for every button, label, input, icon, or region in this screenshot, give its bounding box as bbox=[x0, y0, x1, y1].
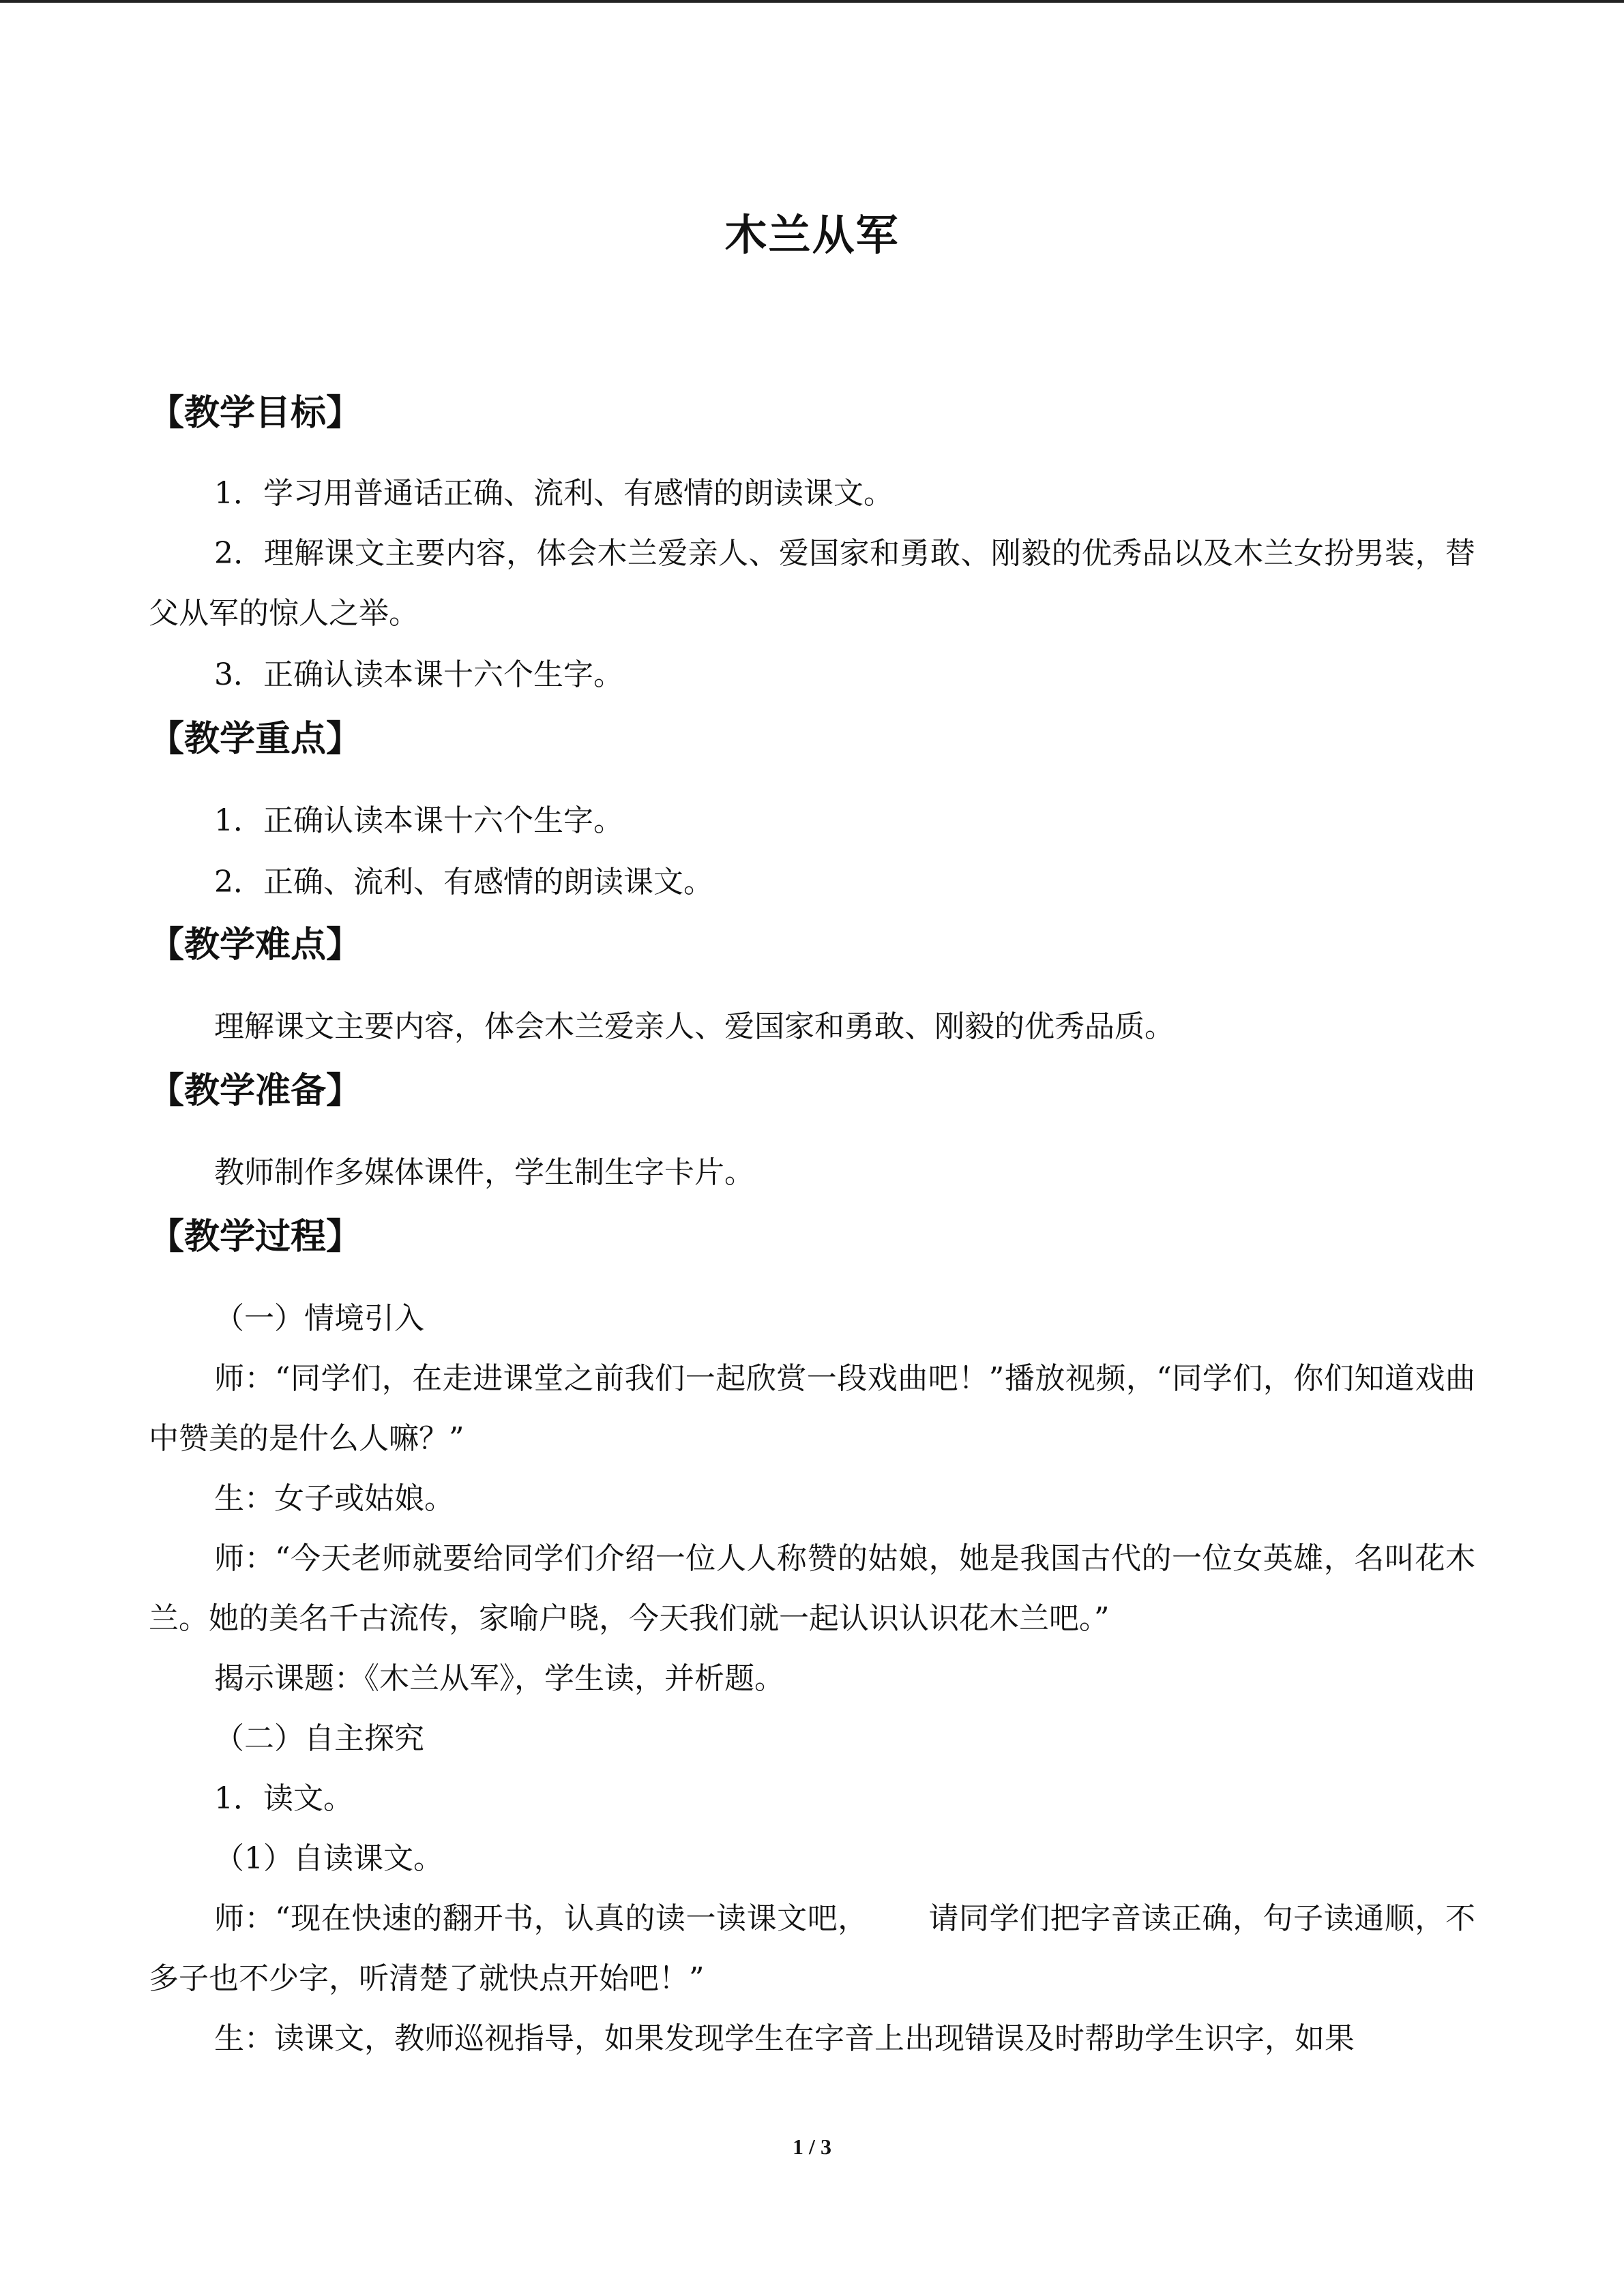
page-number: 1 / 3 bbox=[793, 2134, 831, 2159]
process-line: （1）自读课文。 bbox=[214, 1841, 443, 1876]
process-line: 师：“现在快速的翻开书，认真的读一读课文吧， bbox=[214, 1901, 868, 1936]
heading-difficulties: 【教学难点】 bbox=[149, 925, 362, 966]
process-line: 生：读课文，教师巡视指导，如果发现学生在字音上出现错误及时帮助学生识字，如果 bbox=[214, 2021, 1355, 2056]
process-line: 揭示课题：《木兰从军》，学生读，并析题。 bbox=[214, 1661, 784, 1696]
difficulties-text: 理解课文主要内容，体会木兰爱亲人、爱国家和勇敢、刚毅的优秀品质。 bbox=[214, 1009, 1175, 1044]
objective-item: 3．正确认读本课十六个生字。 bbox=[214, 657, 623, 692]
process-line: 生：女子或姑娘。 bbox=[214, 1481, 454, 1516]
preparation-text: 教师制作多媒体课件，学生制生字卡片。 bbox=[214, 1155, 754, 1190]
top-border-line bbox=[0, 0, 1624, 3]
process-paragraph bbox=[149, 1889, 1475, 2009]
process-line: 师：“今天老师就要给同学们介绍一位人人称赞的姑娘，她是我国古代的一位女英雄，名叫花木兰。她的美名千古流传，家喻户晓，今天我们就一起认识认识花木兰吧。” bbox=[149, 1541, 1475, 1636]
objective-item: 2．理解课文主要内容，体会木兰爱亲人、爱国家和勇敢、刚毅的优秀品以及木兰女扮男装，替父从军的惊人之举。 bbox=[149, 536, 1475, 631]
heading-preparation: 【教学准备】 bbox=[149, 1071, 362, 1112]
key-point-item: 2．正确、流利、有感情的朗读课文。 bbox=[214, 865, 713, 899]
process-line: 1．读文。 bbox=[214, 1781, 353, 1816]
document-title: 木兰从军 bbox=[724, 210, 900, 260]
heading-objectives: 【教学目标】 bbox=[149, 393, 362, 434]
heading-key-points: 【教学重点】 bbox=[149, 719, 362, 760]
process-line: （二）自主探究 bbox=[214, 1721, 424, 1756]
objective-item: 1．学习用普通话正确、流利、有感情的朗读课文。 bbox=[214, 476, 894, 511]
heading-process: 【教学过程】 bbox=[149, 1217, 362, 1257]
key-point-item: 1．正确认读本课十六个生字。 bbox=[214, 803, 623, 838]
process-line: 请同学们把字音读正确，句子读通顺，不多子也不少字，听清楚了就快点开始吧！” bbox=[149, 1901, 1475, 1996]
process-line: （一）情境引入 bbox=[214, 1301, 424, 1336]
process-line: 师：“同学们，在走进课堂之前我们一起欣赏一段戏曲吧！”播放视频，“同学们，你们知道戏曲中赞美的是什么人嘛？” bbox=[149, 1361, 1475, 1456]
